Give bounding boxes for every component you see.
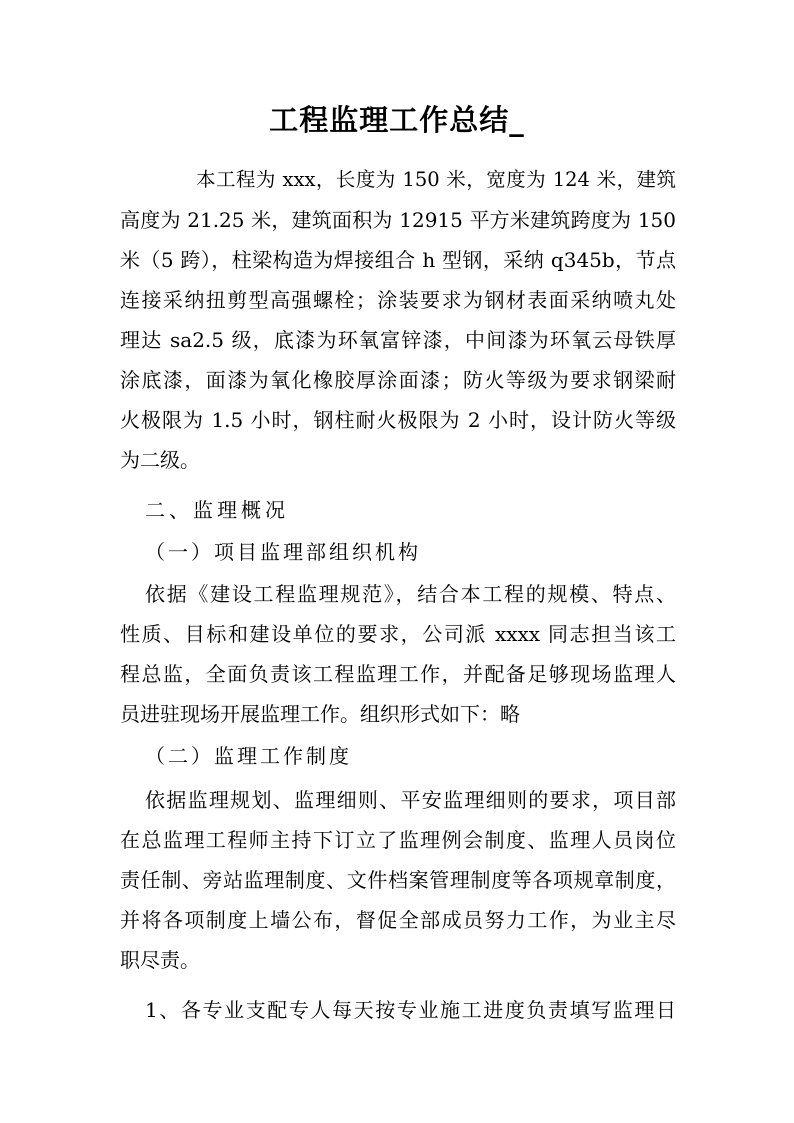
paragraph-line: 为二级。 [120,448,200,472]
paragraph-line: 在总监理工程师主持下订立了监理例会制度、监理人员岗位 [120,828,676,852]
paragraph-line: 依据《建设工程监理规范》，结合本工程的规模、特点、 [145,582,676,606]
numbered-item-line: 1、各专业支配专人每天按专业施工进度负责填写监理日 [145,998,676,1022]
document-title: 工程监理工作总结_ [269,103,525,137]
paragraph-line: 职尽责。 [120,948,200,972]
paragraph-line: 程总监，全面负责该工程监理工作，并配备足够现场监理人 [120,662,676,686]
paragraph-line: 米（5 跨），柱梁构造为焊接组合 h 型钢，采纳 q345b，节点 [120,248,676,272]
paragraph-line: 连接采纳扭剪型高强螺栓；涂装要求为钢材表面采纳喷丸处 [120,288,676,312]
paragraph-line: 火极限为 1.5 小时，钢柱耐火极限为 2 小时，设计防火等级 [120,408,676,432]
paragraph-line: 涂底漆，面漆为氧化橡胶厚涂面漆；防火等级为要求钢梁耐 [120,368,676,392]
paragraph-line: 责任制、旁站监理制度、文件档案管理制度等各项规章制度， [120,868,676,892]
paragraph-line: 本工程为 xxx，长度为 150 米，宽度为 124 米，建筑 [196,168,676,191]
subsection-heading: （一）项目监理部组织机构 [145,540,421,564]
paragraph-line: 高度为 21.25 米，建筑面积为 12915 平方米建筑跨度为 150 [120,208,676,232]
section-heading: 二、监理概况 [145,498,289,522]
subsection-heading: （二）监理工作制度 [145,744,352,768]
paragraph-line: 依据监理规划、监理细则、平安监理细则的要求，项目部 [145,788,676,812]
paragraph-line: 员进驻现场开展监理工作。组织形式如下：略 [120,702,520,726]
paragraph-line: 理达 sa2.5 级，底漆为环氧富锌漆，中间漆为环氧云母铁厚 [120,328,676,352]
paragraph-line: 性质、目标和建设单位的要求，公司派 xxxx 同志担当该工 [120,622,676,646]
paragraph-line: 并将各项制度上墙公布，督促全部成员努力工作，为业主尽 [120,908,676,932]
